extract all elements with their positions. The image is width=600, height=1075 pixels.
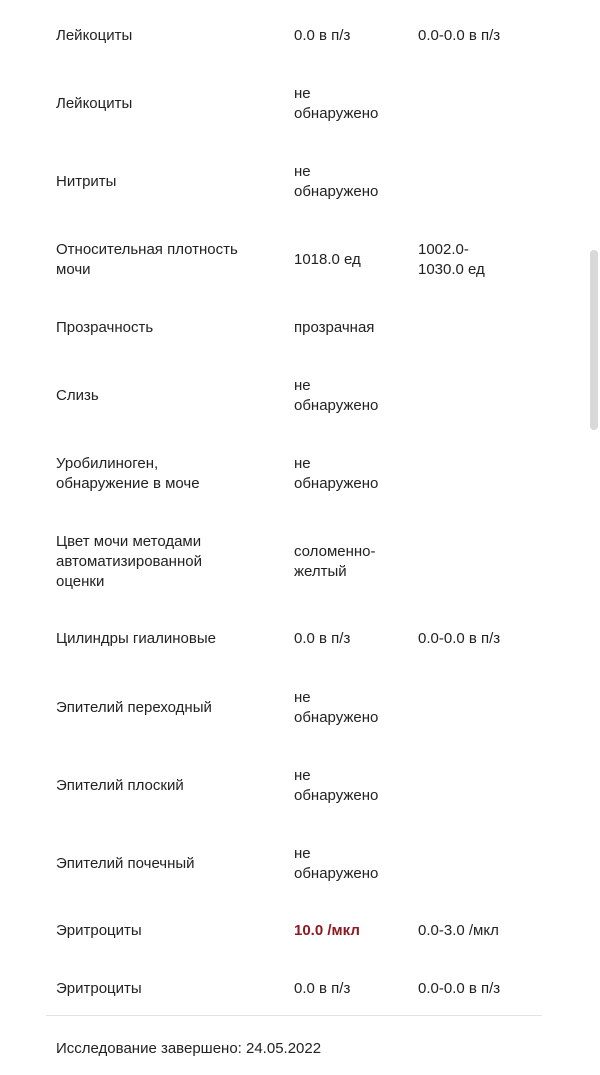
test-name: Слизь [56,387,99,404]
test-name: Лейкоциты [56,27,133,44]
test-value: не обнаружено [294,455,379,492]
test-value: 0.0 в п/з [294,980,351,997]
test-name: Цилиндры гиалиновые [56,630,216,647]
test-name: Прозрачность [56,319,154,336]
test-value: 1018.0 ед [294,251,361,268]
test-name: Лейкоциты [56,95,133,112]
test-name: Эпителий плоский [56,777,184,794]
test-value: не обнаружено [294,163,379,200]
completion-status: Исследование завершено: 24.05.2022 [56,1040,322,1057]
test-name: Эритроциты [56,980,142,997]
test-value: не обнаружено [294,377,379,414]
reference-range: 0.0-0.0 в п/з [418,630,501,647]
test-value: 0.0 в п/з [294,27,351,44]
test-value: не обнаружено [294,85,379,122]
scrollbar-thumb[interactable] [590,250,598,430]
divider [46,1015,542,1016]
reference-range: 0.0-0.0 в п/з [418,27,501,44]
test-value: прозрачная [294,319,375,336]
test-name: Цвет мочи методами автоматизированной оценки [56,533,202,590]
test-value: не обнаружено [294,845,379,882]
test-name: Нитриты [56,173,117,190]
reference-range: 0.0-3.0 /мкл [418,922,499,939]
test-value: 0.0 в п/з [294,630,351,647]
reference-range: 0.0-0.0 в п/з [418,980,501,997]
test-name: Эритроциты [56,922,142,939]
test-value: не обнаружено [294,767,379,804]
test-value: соломенно- желтый [294,543,376,580]
test-value: не обнаружено [294,689,379,726]
test-name: Эпителий переходный [56,699,212,716]
test-name: Эпителий почечный [56,855,195,872]
test-name: Относительная плотность мочи [56,241,238,278]
reference-range: 1002.0- 1030.0 ед [418,241,485,278]
test-name: Уробилиноген, обнаружение в моче [56,455,200,492]
test-value: 10.0 /мкл [294,922,360,939]
